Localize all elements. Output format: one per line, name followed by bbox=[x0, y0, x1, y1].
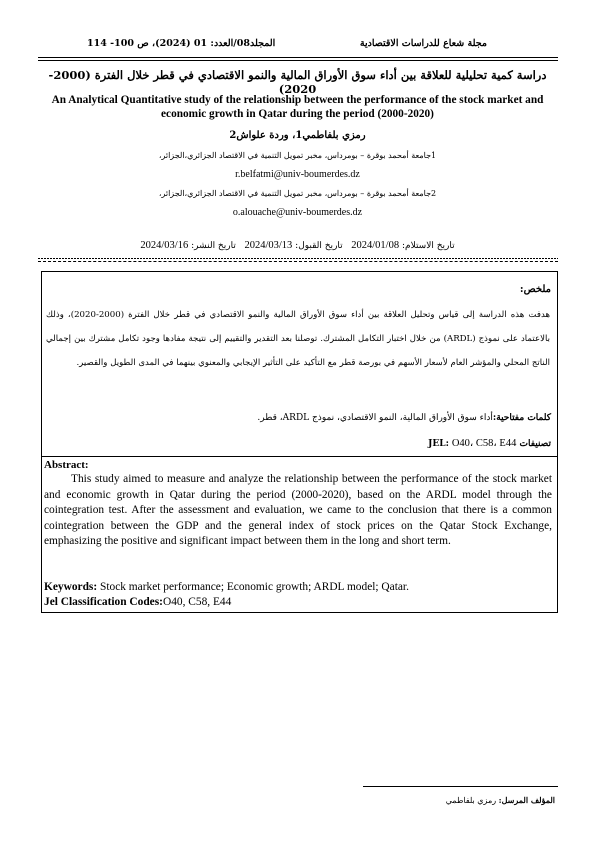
affiliation-1: 1جامعة أمحمد بوقرة – بومرداس، مخبر تمويل التنمية في الاقتصاد الجزائري،الجزائر، bbox=[158, 151, 437, 160]
abstract-separator bbox=[41, 456, 558, 457]
published-date: 2024/03/16 bbox=[140, 240, 189, 251]
keywords-ar bbox=[47, 413, 551, 423]
footnote-value: رمزي بلفاطمي bbox=[445, 796, 499, 805]
section-divider bbox=[38, 258, 558, 259]
keywords-en-text: Stock market performance; Economic growth; ARDL model; Qatar. bbox=[97, 581, 409, 593]
abstract-ar-heading: ملخص: bbox=[519, 284, 551, 295]
authors: رمزي بلفاطمي1، وردة علواش2 bbox=[229, 130, 366, 141]
published-label: تاريخ النشر: bbox=[191, 241, 236, 251]
journal-name: مجلة شعاع للدراسات الاقتصادية bbox=[359, 38, 487, 49]
keywords-en-label: Keywords: bbox=[44, 581, 98, 593]
received-date: 2024/01/08 bbox=[351, 240, 400, 251]
footnote-label: المؤلف المرسل: bbox=[498, 795, 555, 805]
corresponding-author bbox=[446, 795, 555, 805]
keywords-ar-label: كلمات مفتاحية: bbox=[492, 413, 551, 423]
jel-en bbox=[44, 596, 231, 608]
accepted-label: تاريخ القبول: bbox=[295, 241, 343, 251]
header-divider bbox=[38, 57, 558, 58]
jel-en-codes: O40, C58, E44 bbox=[162, 596, 232, 608]
jel-ar bbox=[428, 437, 551, 449]
title-arabic: دراسة كمية تحليلية للعلاقة بين أداء سوق الأوراق المالية والنمو الاقتصادي في قطر خلال الفترة (2000-2020) bbox=[48, 68, 547, 96]
dates-line bbox=[40, 240, 555, 251]
keywords-en bbox=[44, 581, 409, 593]
received-label: تاريخ الاستلام: bbox=[401, 241, 455, 251]
section-divider-2 bbox=[38, 261, 558, 262]
affiliation-2: 2جامعة أمحمد بوقرة – بومرداس، مخبر تمويل التنمية في الاقتصاد الجزائري،الجزائر، bbox=[158, 189, 437, 198]
header-divider-2 bbox=[38, 60, 558, 61]
accepted-date: 2024/03/13 bbox=[244, 240, 293, 251]
title-english: An Analytical Quantitative study of the relationship between the performance of the stock market and economic growth in Qatar during the period (2000-2020) bbox=[51, 94, 544, 120]
abstract-en-heading: Abstract: bbox=[44, 459, 89, 471]
email-2[interactable]: o.alouache@univ-boumerdes.dz bbox=[232, 207, 363, 218]
jel-ar-codes: O40، C58، E44 bbox=[451, 438, 517, 449]
jel-en-label: Jel Classification Codes: bbox=[44, 596, 163, 608]
jel-ar-label: تصنيفات JEL: bbox=[428, 439, 551, 449]
keywords-ar-text: أداء سوق الأوراق المالية، النمو الاقتصادي، نموذج ARDL، قطر. bbox=[257, 413, 493, 423]
abstract-en-body: This study aimed to measure and analyze the relationship between the performance of the stock market and economic growth in Qatar during the period (2000-2020), based on the ARDL model through the cointegration test. After the assessment and evaluation, we came to the conclusion that there is a common cointegration between the GDP and the general index of stock prices on the Qatar Stock Exchange, emphasizing the positive and significant impact between them in the long and short term. bbox=[44, 473, 552, 548]
volume-info: المجلد08/العدد: 01 (2024)، ص 100- 114 bbox=[87, 38, 276, 49]
footnote-divider bbox=[363, 786, 558, 787]
abstract-ar-body: هدفت هذه الدراسة إلى قياس وتحليل العلاقة بين أداء سوق الأوراق المالية والنمو الاقتصادي في قطر خلال الفترة (2000-2020)، وذلك بالاعتماد على نموذج (ARDL) من خلال اختبار التكامل المشترك. توصلنا بعد التقدير والتقييم إلى نتيجة مفادها وجود تكامل مشترك بين إجمالي الناتج المحلي والمؤشر العام لأسعار الأسهم في بورصة قطر مع التأكيد على التأثير الإيجابي والمعنوي بينهما في المدى الطويل والقصير. bbox=[46, 310, 550, 368]
email-1[interactable]: r.belfatmi@univ-boumerdes.dz bbox=[235, 169, 360, 180]
